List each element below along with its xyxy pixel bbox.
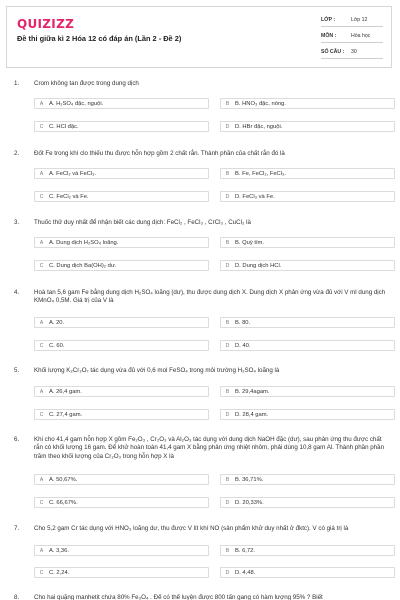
option-text: C. 60. [49,342,65,349]
option-text: D. HBr đặc, nguội. [235,123,283,130]
option-c[interactable] [34,567,209,578]
option-text: A. FeCl₂ và FeCl₃. [49,170,97,177]
option-d[interactable] [220,409,395,420]
option-d[interactable] [220,260,395,271]
question-text: Cho 5,2 gam Cr tác dụng với HNO₃ loãng dư, thu được V lít khí NO (sản phẩm khử duy nhất ở đktc). V có giá trị là [34,525,349,532]
option-text: A. 50,67%. [49,476,78,483]
option-letter: D [225,569,230,576]
option-c[interactable] [34,497,209,508]
option-c[interactable] [34,340,209,351]
question-text: Cho hai quặng manhetit chứa 80% Fe₃O₄ . Để có thể luyện được 800 tấn gang có hàm lượng 95% ? Biết [34,594,323,600]
option-letter: A [39,476,44,483]
option-a[interactable] [34,237,209,248]
option-d[interactable] [220,497,395,508]
class-label: LỚP : [321,17,336,23]
option-letter: D [225,262,230,269]
class-row [321,17,367,24]
option-letter: C [39,123,44,130]
option-letter: B [225,239,230,246]
option-letter: C [39,193,44,200]
question-number: 8. [14,594,20,600]
option-text: B. Fe, FeCl₂, FeCl₃. [235,170,286,177]
option-a[interactable] [34,168,209,179]
option-text: A. 26,4 gam. [49,388,82,395]
option-text: A. 3,36. [49,547,69,554]
option-text: C. 66,67%. [49,499,78,506]
option-text: D. 20,33%. [235,499,264,506]
quizizz-logo: QUIZIZZ [17,17,75,31]
question-number: 7. [14,525,20,532]
option-text: B. 80. [235,319,251,326]
option-letter: C [39,342,44,349]
option-c[interactable] [34,191,209,202]
option-letter: B [225,319,230,326]
divider [321,58,383,59]
option-letter: C [39,499,44,506]
option-text: C. HCl đặc. [49,123,79,130]
question-text: Hoà tan 5,6 gam Fe bằng dung dịch H₂SO₄ loãng (dư), thu được dung dịch X. Dung dịch X phản ứng vừa đủ với V ml dung dịch KMnO₄ 0,5M. Giá trị của V là [34,289,386,305]
option-letter: A [39,100,44,107]
option-text: D. FeCl₃ và Fe. [235,193,275,200]
option-b[interactable] [220,386,395,397]
subject-label: MÔN : [321,33,337,39]
option-c[interactable] [34,260,209,271]
worksheet-title: Đề thi giữa kì 2 Hóa 12 có đáp án (Lần 2 - Đề 2) [17,34,182,43]
option-text: D. Dung dịch HCl. [235,262,282,269]
option-letter: D [225,411,230,418]
option-letter: D [225,123,230,130]
question-text: Khi cho 41,4 gam hỗn hợp X gồm Fe₂O₃ , Cr₂O₃ và Al₂O₃ tác dụng với dung dịch NaOH đặc (dư), sau phản ứng thu được chất rắn có khối lượng 16 gam. Để khử hoàn toàn 41,4 gam X bằng phản ứng nhiệt nhôm, phải dùng 10,8 gam Al. Thành phần phần trăm theo khối lượng của Cr₂O₃ trong hỗn hợp X là [34,436,385,460]
option-b[interactable] [220,237,395,248]
option-d[interactable] [220,340,395,351]
question-text: Crom không tan được trong dung dịch [34,80,139,87]
option-text: C. Dung dịch Ba(OH)₂ dư. [49,262,117,269]
option-letter: B [225,100,230,107]
question-number: 6. [14,436,20,443]
count-value: 30 [351,49,357,55]
option-letter: B [225,547,230,554]
option-a[interactable] [34,386,209,397]
count-label: SỐ CÂU : [321,49,345,55]
option-letter: C [39,411,44,418]
option-d[interactable] [220,191,395,202]
worksheet-header [6,6,392,68]
question-text: Khối lượng K₂Cr₂O₇ tác dụng vừa đủ với 0,6 mol FeSO₄ trong môi trường H₂SO₄ loãng là [34,367,280,374]
question-number: 2. [14,150,20,157]
question-number: 3. [14,219,20,226]
question-number: 1. [14,80,20,87]
option-d[interactable] [220,567,395,578]
option-letter: B [225,170,230,177]
option-letter: A [39,239,44,246]
option-text: D. 4,48. [235,569,256,576]
option-b[interactable] [220,317,395,328]
option-letter: C [39,569,44,576]
option-b[interactable] [220,168,395,179]
option-letter: A [39,319,44,326]
option-text: A. 20. [49,319,65,326]
option-c[interactable] [34,121,209,132]
option-a[interactable] [34,545,209,556]
option-letter: A [39,170,44,177]
option-text: B. 29,4agam. [235,388,270,395]
subject-value: Hóa học [351,33,371,39]
class-value: Lớp 12 [351,17,368,23]
option-letter: C [39,262,44,269]
option-letter: B [225,388,230,395]
option-d[interactable] [220,121,395,132]
option-text: C. FeCl₂ và Fe. [49,193,89,200]
option-text: B. 36,71%. [235,476,264,483]
subject-row [321,33,370,40]
option-b[interactable] [220,545,395,556]
option-text: B. Quỳ tím. [235,239,264,246]
divider [321,26,383,27]
option-letter: D [225,342,230,349]
option-letter: A [39,547,44,554]
option-letter: D [225,499,230,506]
question-number: 4. [14,289,20,296]
option-letter: B [225,476,230,483]
option-text: B. HNO₃ đặc, nóng. [235,100,287,107]
option-b[interactable] [220,98,395,109]
option-a[interactable] [34,474,209,485]
option-text: C. 27,4 gam. [49,411,83,418]
option-a[interactable] [34,98,209,109]
option-letter: D [225,193,230,200]
question-number: 5. [14,367,20,374]
option-text: B. 6,72. [235,547,255,554]
question-text: Thuốc thử duy nhất để nhận biết các dung dịch: FeCl₂ , FeCl₃ , CrCl₃ , CuCl₂ là [34,219,251,226]
option-text: A. Dung dịch H₂SO₄ loãng. [49,239,119,246]
option-text: D. 28,4 gam. [235,411,269,418]
option-letter: A [39,388,44,395]
question-8 [14,594,390,600]
count-row [321,49,357,56]
option-a[interactable] [34,317,209,328]
option-c[interactable] [34,409,209,420]
option-text: D. 40. [235,342,251,349]
option-text: A. H₂SO₄ đặc, nguội. [49,100,104,107]
option-text: C. 2,24. [49,569,70,576]
divider [321,42,383,43]
option-b[interactable] [220,474,395,485]
question-text: Đốt Fe trong khí clo thiếu thu được hỗn hợp gồm 2 chất rắn. Thành phần của chất rắn đó là [34,150,285,157]
